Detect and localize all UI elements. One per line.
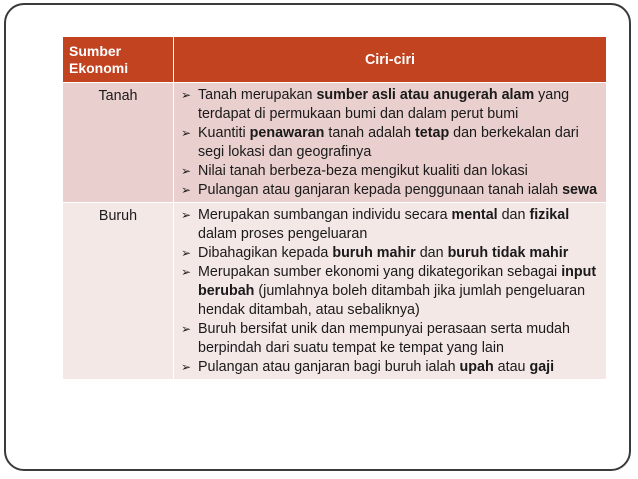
arrow-bullet-icon: ➢ — [181, 88, 192, 102]
bold-text: sumber asli atau anugerah alam — [316, 87, 535, 103]
arrow-bullet-icon: ➢ — [181, 126, 192, 140]
text: dalam proses pengeluaran — [198, 226, 368, 242]
bold-text: input berubah — [198, 264, 597, 299]
bullet-item — [178, 263, 602, 320]
row-name-tanah: Tanah — [63, 83, 174, 203]
header-sumber-ekonomi: Sumber Ekonomi — [63, 37, 174, 83]
bold-text: buruh tidak mahir — [447, 245, 569, 261]
bold-text: sewa — [562, 182, 598, 198]
row-features-buruh — [174, 203, 607, 380]
bold-text: mental — [451, 207, 498, 223]
text: Dibahagikan kepada — [198, 245, 333, 261]
bold-text: upah — [459, 359, 494, 375]
text: Pulangan atau ganjaran kepada penggunaan tanah ialah — [198, 182, 563, 198]
text: dan — [415, 245, 448, 261]
bold-text: tetap — [415, 125, 450, 141]
bullet-item — [178, 124, 602, 162]
bullet-item — [178, 244, 602, 263]
arrow-bullet-icon: ➢ — [181, 246, 192, 260]
economic-resources-table — [62, 36, 607, 380]
bold-text: gaji — [529, 359, 555, 375]
table-row — [63, 83, 607, 203]
table-header-row — [63, 37, 607, 83]
text: Nilai tanah berbeza-beza mengikut kualiti dan lokasi — [198, 163, 528, 179]
text: Kuantiti — [198, 125, 250, 141]
bullet-item — [178, 86, 602, 124]
arrow-bullet-icon: ➢ — [181, 183, 192, 197]
text: Pulangan atau ganjaran bagi buruh ialah — [198, 359, 460, 375]
bullet-item — [178, 358, 602, 377]
text: (jumlahnya boleh ditambah jika jumlah pengeluaran hendak ditambah, atau sebaliknya) — [198, 283, 586, 318]
bullet-item — [178, 162, 602, 181]
bullet-item — [178, 181, 602, 200]
bullet-item — [178, 206, 602, 244]
bold-text: buruh mahir — [332, 245, 416, 261]
text: Merupakan sumber ekonomi yang dikategorikan sebagai — [198, 264, 562, 280]
bullet-item — [178, 320, 602, 358]
bold-text: fizikal — [529, 207, 570, 223]
bullet-list — [178, 86, 602, 200]
arrow-bullet-icon: ➢ — [181, 322, 192, 336]
arrow-bullet-icon: ➢ — [181, 360, 192, 374]
bold-text: penawaran — [249, 125, 325, 141]
text: Tanah merupakan — [198, 87, 317, 103]
arrow-bullet-icon: ➢ — [181, 164, 192, 178]
text: dan — [497, 207, 530, 223]
header-ciri-ciri: Ciri-ciri — [174, 37, 607, 83]
arrow-bullet-icon: ➢ — [181, 208, 192, 222]
text: Merupakan sumbangan individu secara — [198, 207, 452, 223]
text: Buruh bersifat unik dan mempunyai perasaan serta mudah berpindah dari suatu tempat ke tempat yang lain — [198, 321, 570, 356]
text: atau — [493, 359, 530, 375]
bullet-list — [178, 206, 602, 377]
row-name-buruh: Buruh — [63, 203, 174, 380]
row-features-tanah — [174, 83, 607, 203]
text: dan berkekalan dari segi lokasi dan geografinya — [198, 125, 579, 160]
text: yang terdapat di permukaan bumi dan dalam perut bumi — [198, 87, 570, 122]
text: tanah adalah — [324, 125, 416, 141]
arrow-bullet-icon: ➢ — [181, 265, 192, 279]
table-row — [63, 203, 607, 380]
